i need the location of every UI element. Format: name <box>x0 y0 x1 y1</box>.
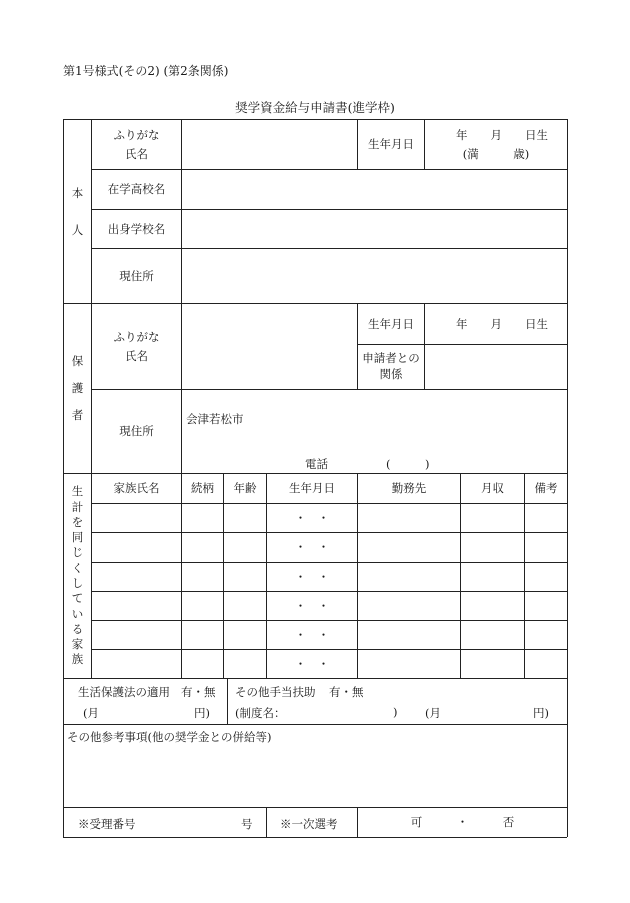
phone-format[interactable]: ( ) <box>386 457 430 471</box>
family-row-birthdate[interactable]: ・ ・ <box>294 510 330 525</box>
screening-label: ※一次選考 <box>280 817 338 831</box>
family-header-income: 月収 <box>481 481 504 496</box>
relationship-label: 申請者との 関係 <box>362 351 420 381</box>
family-row-birthdate[interactable]: ・ ・ <box>294 569 330 584</box>
guardian-birthdate-field[interactable]: 年 月 日生 <box>456 316 548 331</box>
family-row-birthdate[interactable]: ・ ・ <box>294 598 330 613</box>
family-group-label: 生 計 を 同 じ く し て い る 家 族 <box>71 484 84 667</box>
family-row-birthdate[interactable]: ・ ・ <box>294 540 330 555</box>
system-name-label: (制度名： <box>235 706 286 720</box>
form-number: 第1号様式(その2) (第2条関係) <box>63 64 229 78</box>
receipt-number-suffix: 号 <box>241 817 253 831</box>
family-header-remarks: 備考 <box>534 481 558 496</box>
applicant-birthdate-field[interactable] <box>425 120 567 169</box>
family-header-birthdate: 生年月日 <box>289 481 335 496</box>
welfare-choice[interactable]: 有・無 <box>181 685 216 699</box>
other-support-yen: 円) <box>533 706 549 720</box>
age-format: (満 歳) <box>462 146 530 161</box>
guardian-birthdate-label: 生年月日 <box>368 316 414 331</box>
current-school-field[interactable] <box>182 170 567 209</box>
applicant-name-field[interactable] <box>182 120 357 169</box>
guardian-city: 会津若松市 <box>186 412 244 426</box>
other-support-label: その他手当扶助 <box>235 685 316 699</box>
remarks-field[interactable] <box>64 750 567 807</box>
guardian-group-label: 保 護 者 <box>71 354 84 422</box>
welfare-monthly: (月 <box>83 706 99 720</box>
applicant-address-label: 現住所 <box>119 268 154 283</box>
current-school-label: 在学高校名 <box>107 182 166 197</box>
guardian-address-label: 現住所 <box>119 424 154 439</box>
remarks-label: その他参考事項(他の奨学金との併給等) <box>67 730 272 744</box>
guardian-name-label: ふりがな 氏名 <box>113 329 160 363</box>
family-header-name: 家族氏名 <box>113 481 160 496</box>
family-header-workplace: 勤務先 <box>391 481 427 496</box>
family-row-birthdate[interactable]: ・ ・ <box>294 656 330 671</box>
family-row-birthdate[interactable]: ・ ・ <box>294 627 330 642</box>
receipt-number-label: ※受理番号 <box>78 817 136 831</box>
origin-school-label: 出身学校名 <box>107 221 166 236</box>
applicant-name-label: ふりがな 氏名 <box>113 127 160 161</box>
guardian-name-field[interactable] <box>182 304 357 389</box>
other-support-choice[interactable]: 有・無 <box>329 685 364 699</box>
family-header-relation: 続柄 <box>191 481 214 496</box>
welfare-yen: 円) <box>194 706 210 720</box>
phone-label: 電話 <box>305 457 328 471</box>
origin-school-field[interactable] <box>182 210 567 248</box>
form-title: 奨学資金給与申請書(進学枠) <box>235 100 395 115</box>
screening-options[interactable]: 可 ・ 否 <box>410 815 515 830</box>
system-name-close: ) <box>393 705 398 719</box>
relationship-field[interactable] <box>425 345 567 389</box>
applicant-address-field[interactable] <box>182 249 567 303</box>
birth-format: 年 月 日生 <box>456 127 548 142</box>
applicant-group-label: 本 人 <box>71 185 84 237</box>
welfare-label: 生活保護法の適用 <box>78 685 170 699</box>
other-support-monthly: (月 <box>425 706 441 720</box>
applicant-birthdate-label: 生年月日 <box>368 137 414 152</box>
family-header-age: 年齢 <box>233 481 257 496</box>
